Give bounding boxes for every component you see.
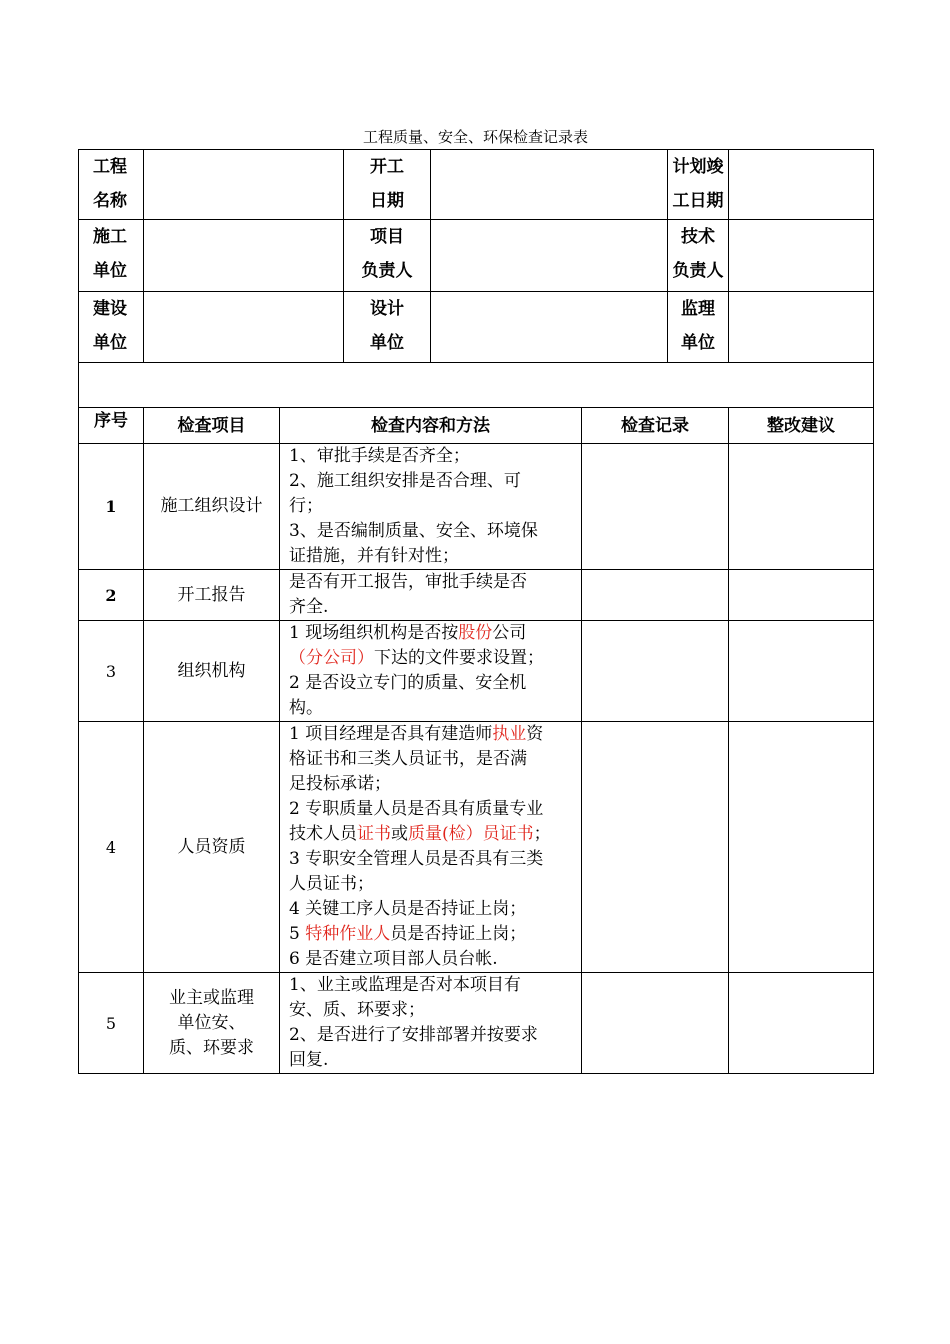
label-line: 工日期 xyxy=(672,191,724,211)
label-line: 施工 xyxy=(93,227,127,247)
row-number: 4 xyxy=(79,722,144,973)
project-manager-label xyxy=(344,220,431,292)
label-line: 项目 xyxy=(370,227,404,247)
label-line: 单位 xyxy=(681,333,715,353)
content-text: 构。 xyxy=(289,698,323,718)
label-line: 技术 xyxy=(681,227,715,247)
project-manager-field[interactable] xyxy=(431,220,668,292)
suggestion-cell[interactable] xyxy=(729,722,874,973)
label-line: 建设 xyxy=(93,299,127,319)
content-line xyxy=(289,544,575,569)
content-text: 公司 xyxy=(492,623,527,643)
suggestion-cell[interactable] xyxy=(729,973,874,1074)
table-row xyxy=(79,973,874,1074)
label-line: 计划竣 xyxy=(672,157,724,177)
content-text: 下达的文件要求设置； xyxy=(374,648,544,668)
suggestion-cell[interactable] xyxy=(729,570,874,621)
highlighted-text: 股份 xyxy=(458,623,493,643)
label-line: 负责人 xyxy=(672,261,724,281)
content-text: 3 专职安全管理人员是否具有三类 xyxy=(289,849,544,869)
content-text: ； xyxy=(533,824,551,844)
content-text: 齐全. xyxy=(289,597,329,617)
content-line xyxy=(289,872,575,897)
row-number: 5 xyxy=(79,973,144,1074)
content-line xyxy=(289,973,575,998)
content-line xyxy=(289,519,575,544)
suggestion-cell[interactable] xyxy=(729,444,874,570)
construction-unit-label xyxy=(79,220,144,292)
start-date-label xyxy=(344,150,431,220)
header-suggestion: 整改建议 xyxy=(729,408,874,444)
project-name-label xyxy=(79,150,144,220)
label-line: 单位 xyxy=(370,333,404,353)
content-text: 2、是否进行了安排部署并按要求 xyxy=(289,1025,538,1045)
technical-manager-field[interactable] xyxy=(729,220,874,292)
project-name-field[interactable] xyxy=(144,150,344,220)
content-text: 足投标承诺； xyxy=(289,774,391,794)
content-text: 技术人员 xyxy=(289,824,357,844)
planned-completion-field[interactable] xyxy=(729,150,874,220)
label-line: 单位 xyxy=(93,333,127,353)
info-row xyxy=(79,220,874,292)
content-text: 3、是否编制质量、安全、环境保 xyxy=(289,521,538,541)
content-line xyxy=(289,671,575,696)
content-line xyxy=(289,847,575,872)
content-line xyxy=(289,772,575,797)
header-content: 检查内容和方法 xyxy=(280,408,582,444)
content-line xyxy=(289,469,575,494)
content-text: 2 专职质量人员是否具有质量专业 xyxy=(289,799,544,819)
record-cell[interactable] xyxy=(582,570,729,621)
column-header-row xyxy=(79,408,874,444)
design-unit-label xyxy=(344,292,431,363)
content-line xyxy=(289,595,575,620)
check-item xyxy=(144,973,280,1074)
check-item: 开工报告 xyxy=(144,570,280,621)
planned-completion-label xyxy=(668,150,729,220)
construction-unit-field[interactable] xyxy=(144,220,344,292)
content-text: 4 关键工序人员是否持证上岗； xyxy=(289,899,527,919)
check-content xyxy=(280,444,582,570)
content-line xyxy=(289,494,575,519)
label-line: 开工 xyxy=(370,157,404,177)
check-content xyxy=(280,570,582,621)
check-item-line: 单位安、 xyxy=(177,1012,246,1033)
label-line: 名称 xyxy=(93,191,127,211)
content-text: 行； xyxy=(289,496,323,516)
content-text: 6 是否建立项目部人员台帐. xyxy=(289,949,498,969)
inspection-table xyxy=(78,149,874,1074)
info-row xyxy=(79,292,874,363)
content-line xyxy=(289,922,575,947)
highlighted-text: 质量(检）员证书 xyxy=(408,824,534,844)
content-text: 是否有开工报告，审批手续是否 xyxy=(289,572,527,592)
content-text: 格证书和三类人员证书，是否满 xyxy=(289,749,527,769)
check-item: 人员资质 xyxy=(144,722,280,973)
content-line xyxy=(289,947,575,972)
content-text: 2、施工组织安排是否合理、可 xyxy=(289,471,521,491)
content-line xyxy=(289,722,575,747)
check-content xyxy=(280,722,582,973)
owner-unit-label xyxy=(79,292,144,363)
check-item-line: 业主或监理 xyxy=(169,987,254,1008)
start-date-field[interactable] xyxy=(431,150,668,220)
content-text: 1 现场组织机构是否按 xyxy=(289,623,459,643)
record-cell[interactable] xyxy=(582,621,729,722)
content-line xyxy=(289,822,575,847)
content-line xyxy=(289,570,575,595)
content-line xyxy=(289,1023,575,1048)
content-text: 回复. xyxy=(289,1050,329,1070)
check-content xyxy=(280,973,582,1074)
owner-unit-field[interactable] xyxy=(144,292,344,363)
content-text: 安、质、环要求； xyxy=(289,1000,425,1020)
label-line: 日期 xyxy=(370,191,404,211)
header-item: 检查项目 xyxy=(144,408,280,444)
content-line xyxy=(289,696,575,721)
content-line xyxy=(289,797,575,822)
label-line: 设计 xyxy=(370,299,404,319)
content-text: 5 xyxy=(289,924,306,944)
record-cell[interactable] xyxy=(582,722,729,973)
record-cell[interactable] xyxy=(582,444,729,570)
content-line xyxy=(289,1048,575,1073)
row-number: 1 xyxy=(79,444,144,570)
check-item: 施工组织设计 xyxy=(144,444,280,570)
table-row xyxy=(79,570,874,621)
content-text: 1 项目经理是否具有建造师 xyxy=(289,724,493,744)
label-line: 工程 xyxy=(93,157,127,177)
page-title: 工程质量、安全、环保检查记录表 xyxy=(362,128,588,146)
row-number: 2 xyxy=(79,570,144,621)
blank-cell[interactable] xyxy=(79,363,874,408)
check-item-line: 质、环要求 xyxy=(169,1037,254,1058)
header-record: 检查记录 xyxy=(582,408,729,444)
suggestion-cell[interactable] xyxy=(729,621,874,722)
content-text: 或 xyxy=(391,824,408,844)
table-row xyxy=(79,621,874,722)
header-no: 序号 xyxy=(79,408,144,444)
content-line xyxy=(289,747,575,772)
highlighted-text: （分公司） xyxy=(289,648,374,668)
content-line xyxy=(289,621,575,646)
check-item: 组织机构 xyxy=(144,621,280,722)
content-text: 资 xyxy=(526,724,544,744)
table-row xyxy=(79,722,874,973)
content-text: 员是否持证上岗； xyxy=(390,924,527,944)
supervision-unit-label xyxy=(668,292,729,363)
content-text: 证措施，并有针对性； xyxy=(289,546,459,566)
content-line xyxy=(289,646,575,671)
content-text: 2 是否设立专门的质量、安全机 xyxy=(289,673,527,693)
content-line xyxy=(289,444,575,469)
content-text: 人员证书； xyxy=(289,874,374,894)
highlighted-text: 执业 xyxy=(492,724,527,744)
supervision-unit-field[interactable] xyxy=(729,292,874,363)
row-number: 3 xyxy=(79,621,144,722)
info-row xyxy=(79,150,874,220)
content-line xyxy=(289,998,575,1023)
label-line: 负责人 xyxy=(361,261,413,281)
content-text: 1、审批手续是否齐全； xyxy=(289,446,470,466)
label-line: 监理 xyxy=(681,299,715,319)
design-unit-field[interactable] xyxy=(431,292,668,363)
highlighted-text: 证书 xyxy=(357,824,391,844)
check-content xyxy=(280,621,582,722)
content-line xyxy=(289,897,575,922)
record-cell[interactable] xyxy=(582,973,729,1074)
technical-manager-label xyxy=(668,220,729,292)
content-text: 1、业主或监理是否对本项目有 xyxy=(289,975,521,995)
highlighted-text: 特种作业人 xyxy=(305,924,391,944)
table-row xyxy=(79,444,874,570)
label-line: 单位 xyxy=(93,261,127,281)
blank-row xyxy=(79,363,874,408)
